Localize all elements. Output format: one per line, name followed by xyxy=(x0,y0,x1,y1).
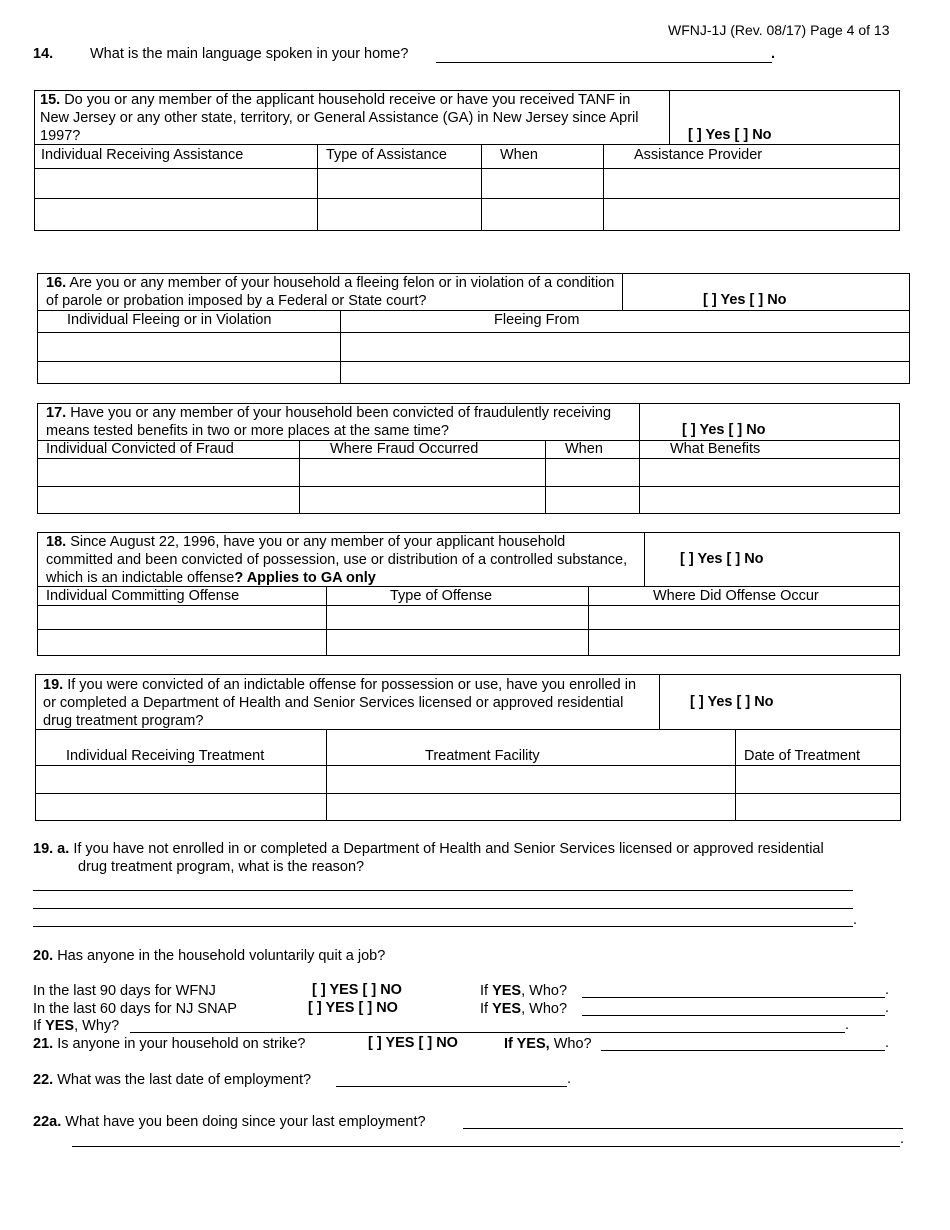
q16-row-line xyxy=(37,361,910,362)
q18-question xyxy=(46,533,636,587)
q15-col-provider: Assistance Provider xyxy=(634,147,763,163)
q19-number: 19. xyxy=(43,677,64,693)
q14-text: What is the main language spoken in your home? xyxy=(90,46,409,62)
q19a-answer-line-3[interactable] xyxy=(33,926,853,927)
q17-text: Have you or any member of your household been convicted of fraudulently receiving means tested benefits in two or more places at the same time? xyxy=(46,405,612,439)
q19-question xyxy=(43,676,649,730)
q20-row2-who xyxy=(480,1000,567,1018)
q17-col-when: When xyxy=(565,441,603,457)
q20-if: If xyxy=(480,983,489,999)
q22a-text: What have you been doing since your last employment? xyxy=(65,1114,426,1130)
q15-col-line xyxy=(317,144,318,231)
q14-answer-line-thin[interactable] xyxy=(436,62,554,63)
q17-question xyxy=(46,404,626,440)
q21-period: . xyxy=(885,1035,890,1051)
q22-answer-line[interactable] xyxy=(336,1086,567,1087)
q19a-period: . xyxy=(853,912,858,928)
q20-number: 20. xyxy=(33,948,54,964)
q18-row-line xyxy=(37,629,900,630)
q20-row1-period: . xyxy=(885,982,890,998)
q22-period: . xyxy=(567,1071,572,1087)
q16-number: 16. xyxy=(46,275,67,291)
q20-why-period: . xyxy=(845,1017,850,1033)
q20-who: , Who? xyxy=(521,983,568,999)
q18-col-individual: Individual Committing Offense xyxy=(46,588,240,604)
q20-yes-word: YES xyxy=(492,1001,522,1017)
q15-row-line xyxy=(34,168,900,169)
q16-row-line xyxy=(37,332,910,333)
q20-yes-word: YES xyxy=(492,983,522,999)
q20-row1-yes-no[interactable]: [ ] YES [ ] NO xyxy=(312,982,402,998)
q19-row-line xyxy=(35,765,901,766)
q15-col-line xyxy=(481,144,482,231)
q17-col-line xyxy=(545,440,546,514)
q15-header-line xyxy=(34,144,900,145)
q20-why-yes: YES xyxy=(45,1018,75,1034)
form-header: WFNJ-1J (Rev. 08/17) Page 4 of 13 xyxy=(668,22,890,38)
q19a-text1: If you have not enrolled in or completed a Department of Health and Senior Services licensed or approved residential xyxy=(73,841,824,857)
q20-row2-label: In the last 60 days for NJ SNAP xyxy=(33,1001,237,1017)
q17-number: 17. xyxy=(46,405,67,421)
q21-text: Is anyone in your household on strike? xyxy=(57,1036,306,1052)
q19-col-date: Date of Treatment xyxy=(744,748,861,764)
q20-row1-answer-line[interactable] xyxy=(582,997,885,998)
q22-text: What was the last date of employment? xyxy=(57,1072,312,1088)
q18-col-line xyxy=(326,586,327,656)
q20-why xyxy=(33,1017,119,1035)
q15-col-line xyxy=(603,144,604,231)
q16-yes-no[interactable]: [ ] Yes [ ] No xyxy=(703,292,787,308)
q21-number: 21. xyxy=(33,1036,54,1052)
q22a-answer-line-1[interactable] xyxy=(463,1128,903,1129)
q20-why-answer-line[interactable] xyxy=(130,1032,845,1033)
q16-col-from: Fleeing From xyxy=(494,312,580,328)
q20-row1-label: In the last 90 days for WFNJ xyxy=(33,983,216,999)
q15-text: Do you or any member of the applicant household receive or have you received TANF in New Jersey or any other state, territory, or General Assistance (GA) in New Jersey since April 1997? xyxy=(40,92,639,144)
q18-col-line xyxy=(588,586,589,656)
q17-divider xyxy=(639,403,640,440)
q22a-question xyxy=(33,1113,426,1131)
q22-number: 22. xyxy=(33,1072,54,1088)
q20-why-label: , Why? xyxy=(74,1018,120,1034)
q20-question xyxy=(33,947,385,965)
q19-header-line xyxy=(35,729,901,730)
q18-col-type: Type of Offense xyxy=(390,588,493,604)
q14-answer-line[interactable] xyxy=(554,62,772,63)
q19a-text2: drug treatment program, what is the reason? xyxy=(78,859,365,875)
q16-divider xyxy=(622,273,623,310)
q21-yes-no[interactable]: [ ] YES [ ] NO xyxy=(368,1035,458,1051)
q19-row-line xyxy=(35,793,901,794)
q20-row1-who xyxy=(480,982,567,1000)
q18-yes-no[interactable]: [ ] Yes [ ] No xyxy=(680,551,764,567)
q18-divider xyxy=(644,532,645,586)
q19-divider xyxy=(659,674,660,729)
q20-who: , Who? xyxy=(521,1001,568,1017)
q19a-number: 19. a. xyxy=(33,841,70,857)
q15-number: 15. xyxy=(40,92,61,108)
q22a-number: 22a. xyxy=(33,1114,62,1130)
q19a-line1 xyxy=(33,840,824,858)
q20-row2-answer-line[interactable] xyxy=(582,1015,885,1016)
q16-text: Are you or any member of your household a fleeing felon or in violation of a condition of parole or probation imposed by a Federal or State court? xyxy=(46,275,615,309)
q14-number: 14. xyxy=(33,46,54,62)
q20-why-if: If xyxy=(33,1018,42,1034)
q17-col-individual: Individual Convicted of Fraud xyxy=(46,441,234,457)
q19-text: If you were convicted of an indictable offense for possession or use, have you enrolled in or completed a Department of Health and Senior Services licensed or approved residential drug treatment program? xyxy=(43,677,637,729)
q15-divider xyxy=(669,90,670,144)
q18-text: Since August 22, 1996, have you or any member of your applicant household committed and been convicted of possession, use or distribution of a controlled substance, which is an indictable offense xyxy=(46,534,628,586)
q21-who xyxy=(504,1035,592,1053)
q19-yes-no[interactable]: [ ] Yes [ ] No xyxy=(690,694,774,710)
q21-if-yes: If YES, xyxy=(504,1036,550,1052)
q15-row-line xyxy=(34,198,900,199)
q20-if: If xyxy=(480,1001,489,1017)
q19-col-line xyxy=(735,729,736,821)
q22a-answer-line-2[interactable] xyxy=(72,1146,900,1147)
q16-col-individual: Individual Fleeing or in Violation xyxy=(67,312,272,328)
q17-row-line xyxy=(37,458,900,459)
q14 xyxy=(33,46,53,62)
q14-period: . xyxy=(771,46,776,62)
q20-text: Has anyone in the household voluntarily quit a job? xyxy=(57,948,386,964)
q17-col-where: Where Fraud Occurred xyxy=(330,441,479,457)
q17-row-line xyxy=(37,486,900,487)
q15-col-type: Type of Assistance xyxy=(326,147,447,163)
q15-col-when: When xyxy=(500,147,538,163)
q21-who-label: Who? xyxy=(553,1036,592,1052)
q19a-answer-line-2[interactable] xyxy=(33,908,853,909)
q19-col-line xyxy=(326,729,327,821)
q19-col-facility: Treatment Facility xyxy=(425,748,540,764)
q17-col-line xyxy=(639,440,640,514)
q15-col-individual: Individual Receiving Assistance xyxy=(41,147,244,163)
q15-question xyxy=(40,91,660,145)
q21-answer-line[interactable] xyxy=(601,1050,885,1051)
q20-row2-period: . xyxy=(885,1000,890,1016)
q16-col-line xyxy=(340,310,341,384)
q19a-answer-line-1[interactable] xyxy=(33,890,853,891)
q16-question xyxy=(46,274,616,310)
q18-number: 18. xyxy=(46,534,67,550)
q18-applies-ga: ? Applies to GA only xyxy=(234,570,376,586)
q21-question xyxy=(33,1035,305,1053)
q18-row-line xyxy=(37,605,900,606)
q22a-period: . xyxy=(900,1131,905,1147)
q15-yes-no[interactable]: [ ] Yes [ ] No xyxy=(688,127,772,143)
q20-row2-yes-no[interactable]: [ ] YES [ ] NO xyxy=(308,1000,398,1016)
q17-yes-no[interactable]: [ ] Yes [ ] No xyxy=(682,422,766,438)
q22-question xyxy=(33,1071,311,1089)
q18-col-where: Where Did Offense Occur xyxy=(653,588,819,604)
q19-col-individual: Individual Receiving Treatment xyxy=(66,748,265,764)
q17-col-benefits: What Benefits xyxy=(670,441,761,457)
q17-col-line xyxy=(299,440,300,514)
